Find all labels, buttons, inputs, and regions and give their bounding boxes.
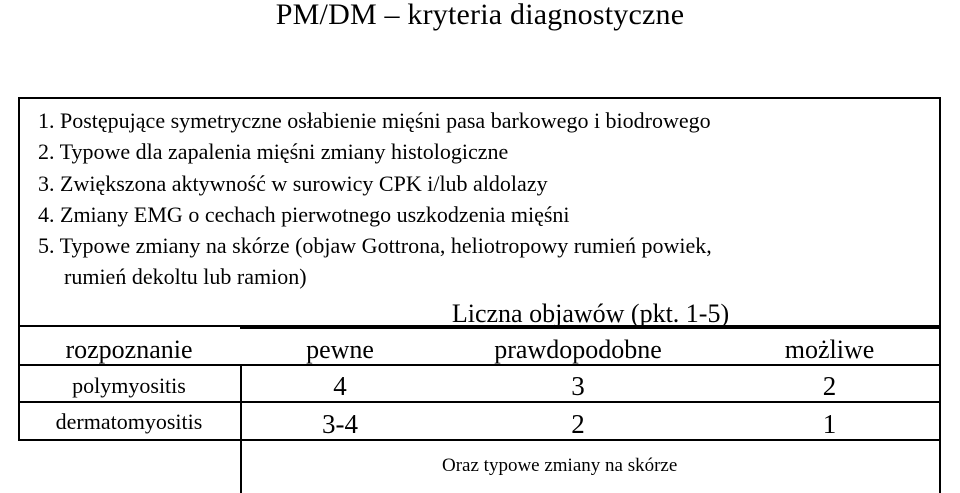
table-cell: 3	[571, 371, 585, 401]
table-cell: 3-4	[322, 409, 358, 439]
criterion-2: 2. Typowe dla zapalenia mięśni zmiany histologiczne	[38, 139, 509, 164]
skin-note-cell	[240, 441, 941, 493]
table-cell: 4	[333, 371, 347, 401]
criterion-1: 1. Postępujące symetryczne osłabienie mięśni pasa barkowego i biodrowego	[38, 108, 711, 133]
criterion-4: 4. Zmiany EMG o cechach pierwotnego uszkodzenia mięśni	[38, 202, 570, 227]
row-label-polymyositis: polymyositis	[72, 373, 186, 398]
span-header: Liczna objawów (pkt. 1-5)	[451, 299, 730, 328]
col-header-probable: prawdopodobne	[494, 335, 662, 364]
table-cell: 2	[822, 371, 837, 401]
criterion-5-continued: rumień dekoltu lub ramion)	[64, 264, 307, 289]
criterion-3: 3. Zwiększona aktywność w surowicy CPK i/lub aldolazy	[38, 171, 548, 196]
row-label-dermatomyositis: dermatomyositis	[55, 409, 203, 434]
table-cell: 1	[822, 409, 837, 439]
skin-note: Oraz typowe zmiany na skórze	[442, 455, 678, 476]
col-header-possible: możliwe	[784, 335, 875, 364]
table-cell: 2	[571, 409, 585, 439]
criterion-5: 5. Typowe zmiany na skórze (objaw Gottrona, heliotropowy rumień powiek,	[38, 233, 712, 258]
col-header-diagnosis: rozpoznanie	[65, 335, 193, 364]
col-header-certain: pewne	[306, 335, 374, 364]
table-area	[18, 299, 941, 441]
page-title: PM/DM – kryteria diagnostyczne	[275, 0, 685, 31]
